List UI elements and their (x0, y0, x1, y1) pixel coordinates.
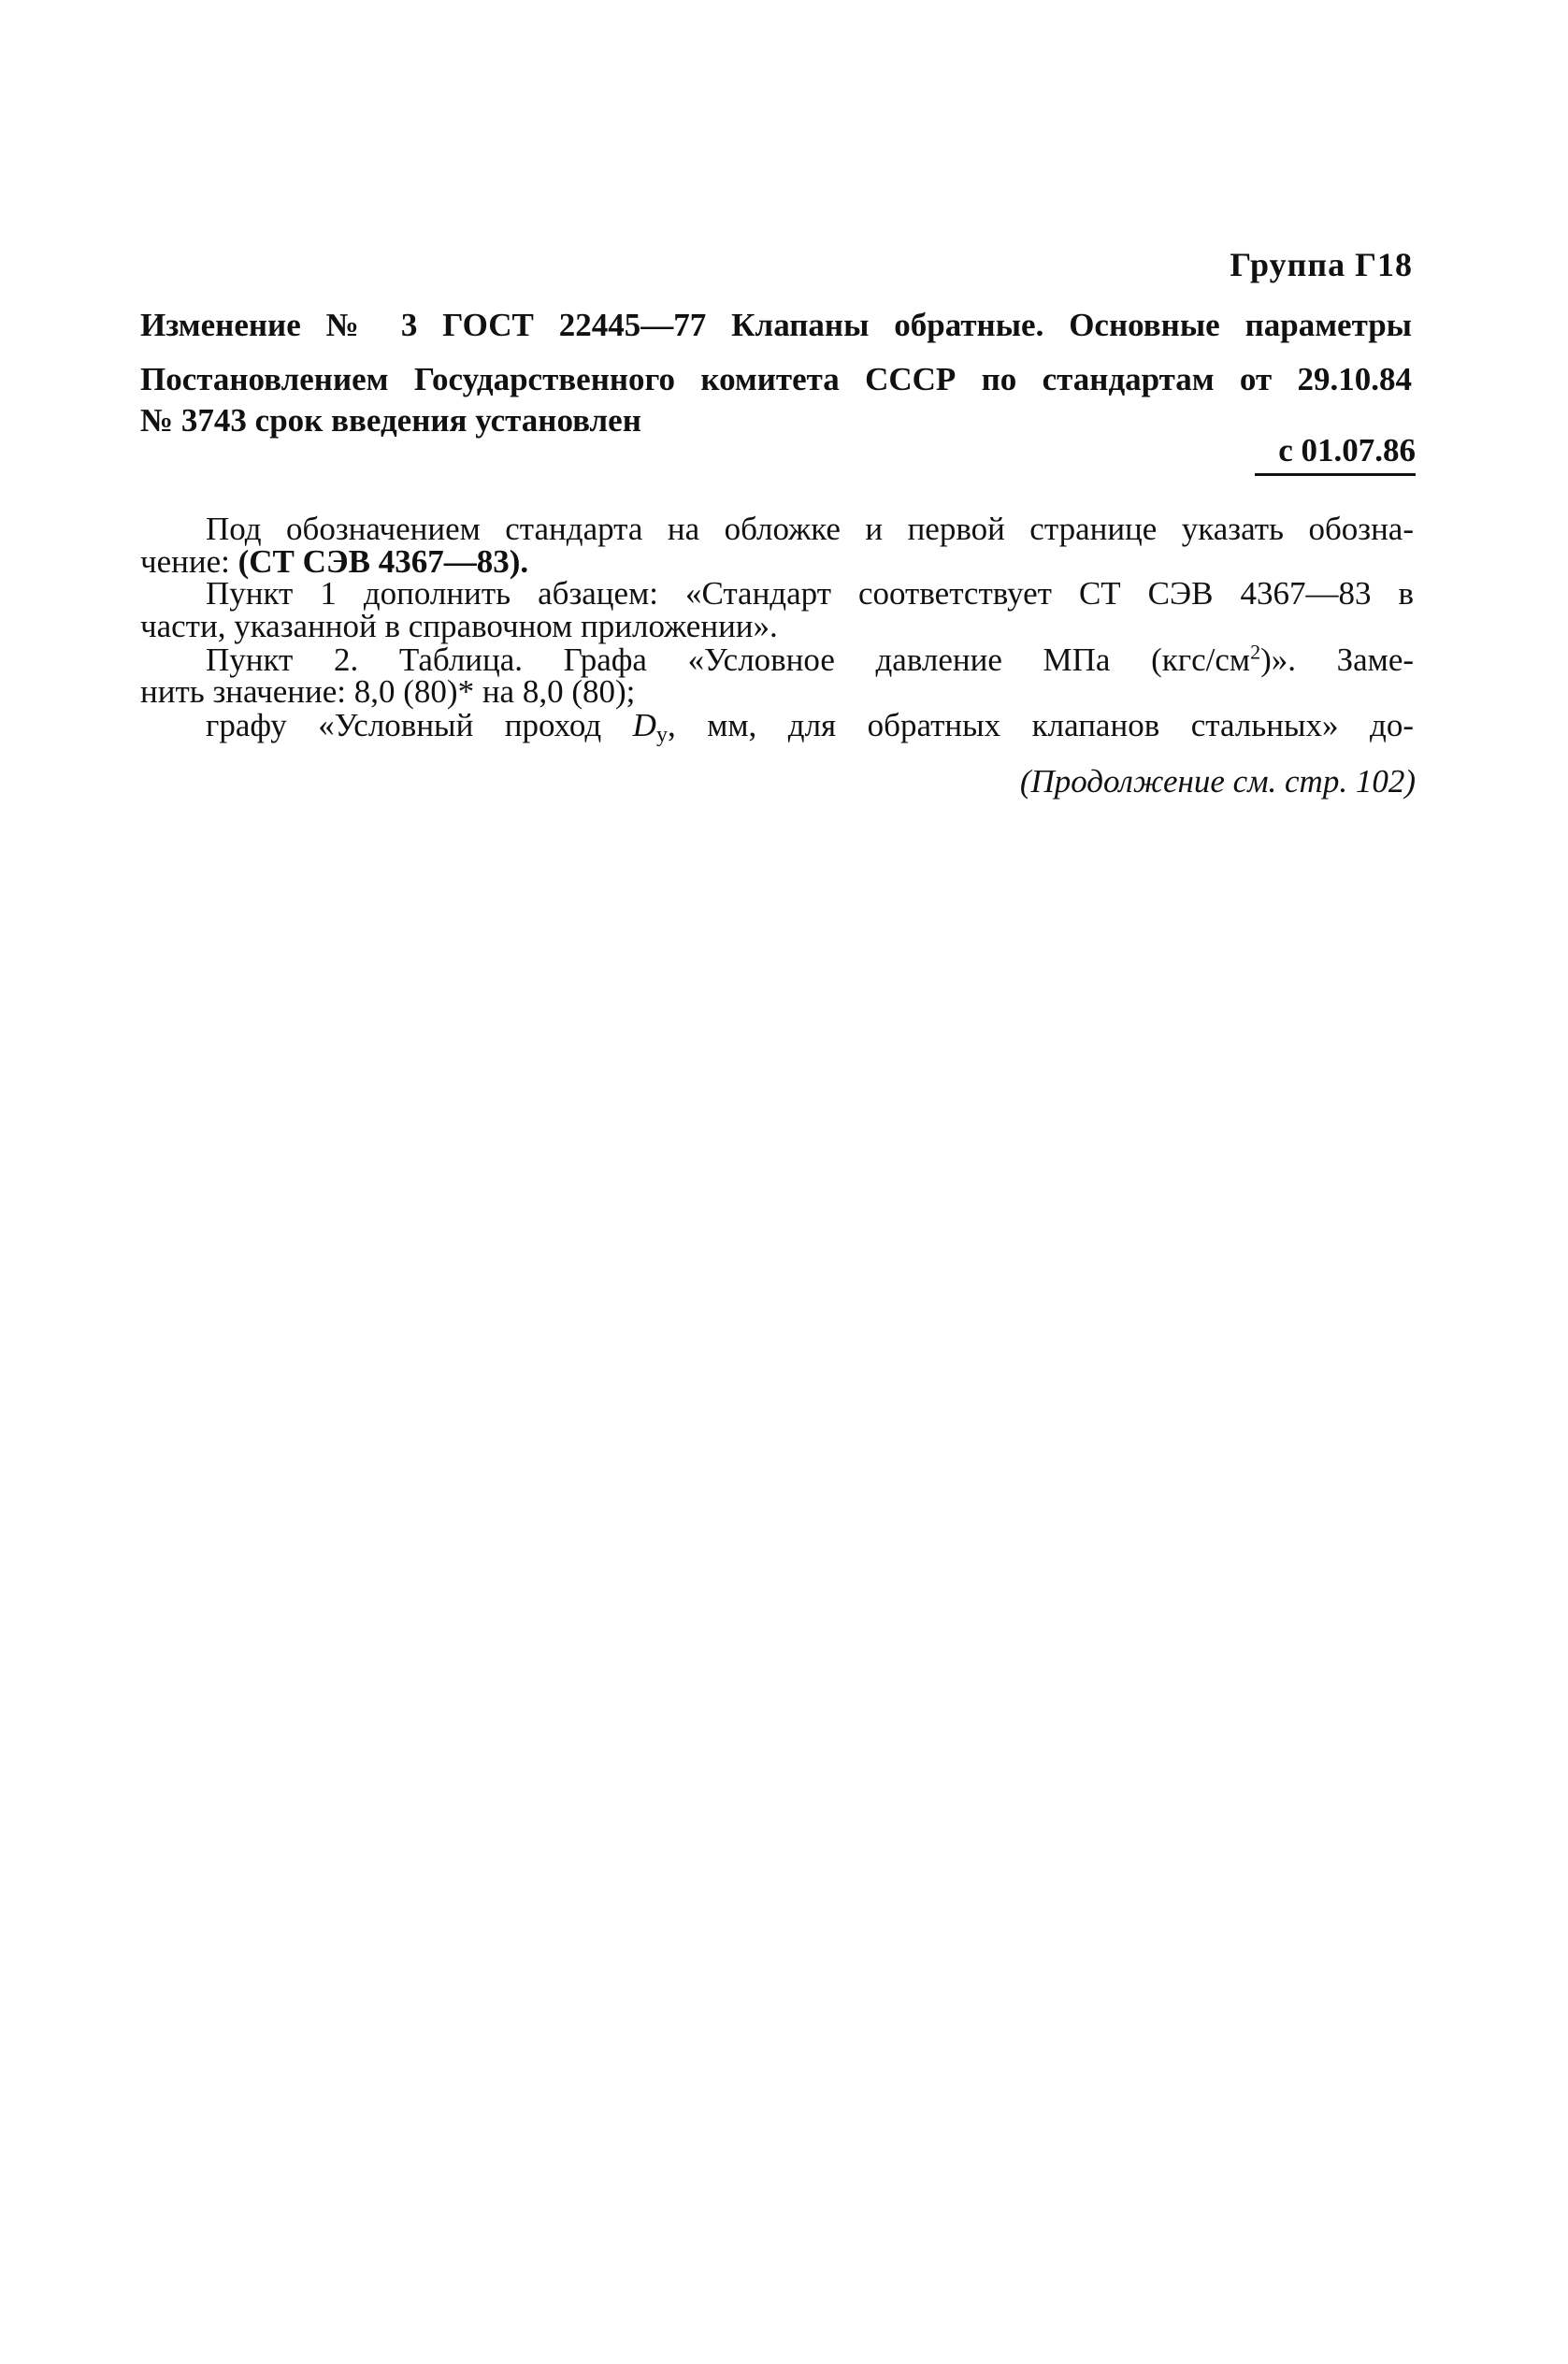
paragraph-4-variable: D (632, 707, 656, 743)
paragraph-4-text-a: графу «Условный проход (206, 707, 633, 743)
effective-date-underline (1255, 473, 1416, 476)
paragraph-3-text-b: )». Заме- (1260, 641, 1415, 678)
paragraph-2-line-1: Пункт 1 дополнить абзацем: «Стандарт соответствует СТ СЭВ 4367—83 в (206, 575, 1414, 612)
resolution-line-1: Постановлением Государственного комитета СССР по стандартам от 29.10.84 (140, 361, 1412, 397)
effective-date: с 01.07.86 (1278, 432, 1416, 468)
paragraph-1-line-1: Под обозначением стандарта на обложке и первой странице указать обозна- (206, 511, 1414, 547)
paragraph-3-superscript: 2 (1250, 640, 1261, 664)
paragraph-1-text: чение: (140, 543, 238, 580)
paragraph-2-line-2: части, указанной в справочном приложении». (140, 608, 778, 644)
paragraph-3-text-a: Пункт 2. Таблица. Графа «Условное давление МПа (кгс/см (206, 641, 1251, 678)
group-label: Группа Г18 (1230, 246, 1413, 283)
paragraph-4-line-1 (140, 707, 1414, 748)
paragraph-4-subscript: у (655, 723, 668, 747)
paragraph-4-text-b: , мм, для обратных клапанов стальных» до- (667, 707, 1414, 743)
paragraph-3-line-2: нить значение: 8,0 (80)* на 8,0 (80); (140, 673, 636, 710)
paragraph-1-standard-ref: (СТ СЭВ 4367—83). (237, 543, 529, 580)
amendment-title: Изменение № 3 ГОСТ 22445—77 Клапаны обратные. Основные параметры (140, 307, 1412, 343)
resolution-line-2: № 3743 срок введения установлен (140, 402, 641, 439)
continuation-note: (Продолжение см. стр. 102) (1019, 763, 1416, 800)
